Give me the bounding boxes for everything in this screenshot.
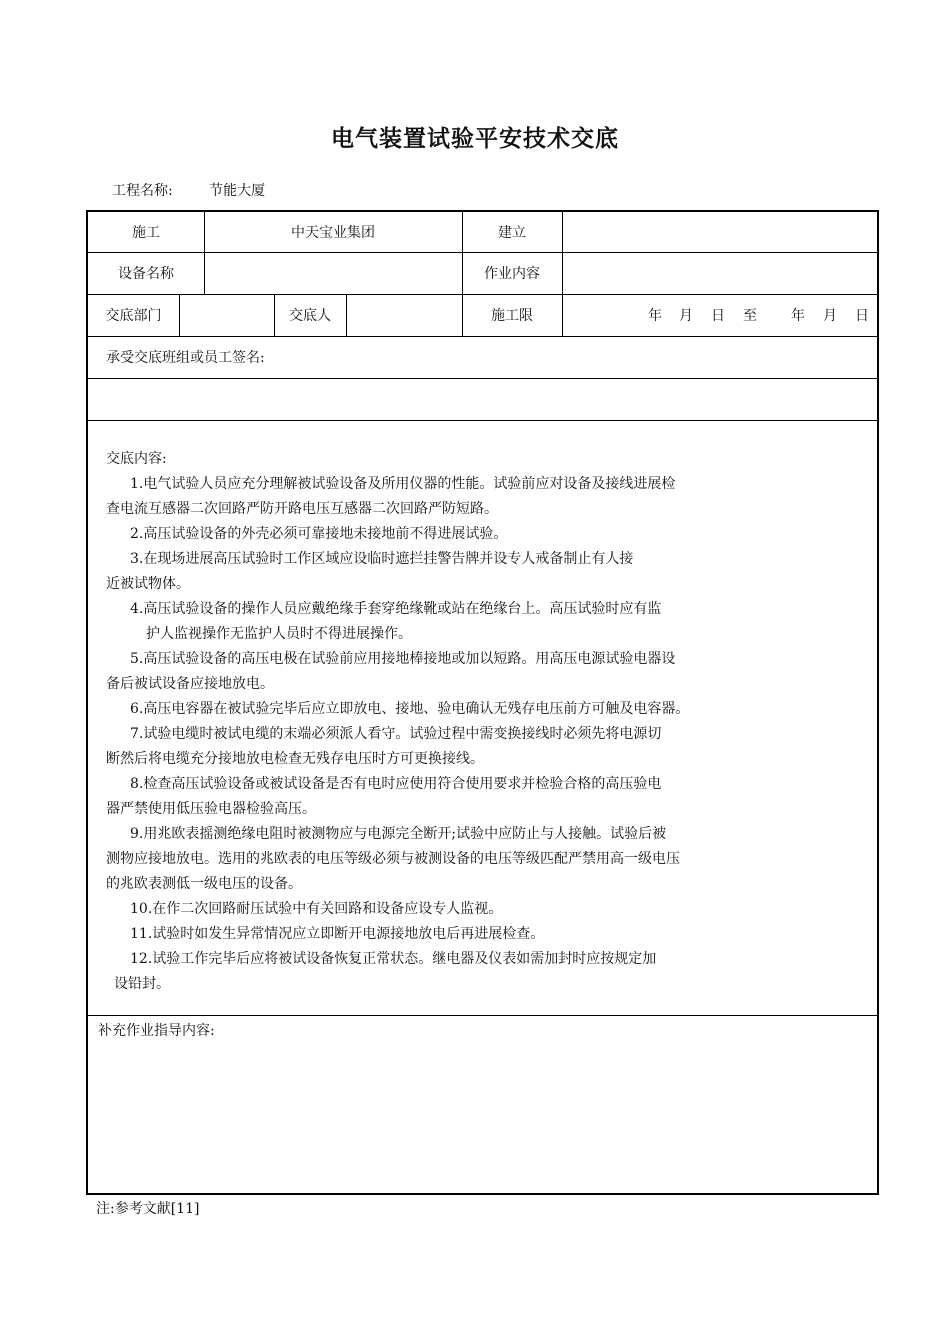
work-content-label: 作业内容 [484, 266, 540, 282]
row-divider [88, 378, 877, 379]
period-start-month: 月 [679, 308, 693, 324]
content-line: 11.试验时如发生异常情况应立即断开电源接地放电后再进展检查。 [130, 926, 545, 942]
content-line: 查电流互感器二次回路严防开路电压互感器二次回路严防短路。 [106, 501, 498, 517]
document-title: 电气装置试验平安技术交底 [331, 126, 619, 152]
content-line: 9.用兆欧表摇测绝缘电阻时被测物应与电源完全断开;试验中应防止与人接触。试验后被 [130, 826, 667, 842]
content-line: 设铅封。 [114, 976, 170, 992]
content-line: 12.试验工作完毕后应将被试设备恢复正常状态。继电器及仪表如需加封时应按规定加 [130, 951, 657, 967]
disclosure-content-label: 交底内容: [106, 451, 167, 467]
construct-value: 中天宝业集团 [291, 225, 375, 241]
disclosure-form-table [86, 210, 879, 1195]
footnote: 注:参考文献[11] [96, 1201, 200, 1217]
period-to: 至 [743, 308, 757, 324]
content-line: 4.高压试验设备的操作人员应戴绝缘手套穿绝缘靴或站在绝缘台上。高压试验时应有监 [130, 601, 662, 617]
construction-period-label: 施工限 [491, 308, 533, 324]
row-divider [88, 1015, 877, 1016]
supplementary-guidance-label: 补充作业指导内容: [98, 1023, 215, 1039]
discloser-label: 交底人 [289, 308, 331, 324]
work-content-value [562, 252, 877, 294]
content-line: 器严禁使用低压验电器检验高压。 [106, 801, 316, 817]
content-line: 10.在作二次回路耐压试验中有关回路和设备应设专人监视。 [130, 901, 503, 917]
project-name-value: 节能大厦 [209, 183, 266, 199]
content-line: 断然后将电缆充分接地放电检查无残存电压时方可更换接线。 [106, 751, 484, 767]
period-end-day: 日 [855, 308, 869, 324]
construction-period-value [562, 294, 877, 336]
period-end-month: 月 [823, 308, 837, 324]
content-line: 护人监视操作无监护人员时不得进展操作。 [146, 626, 412, 642]
period-end-year: 年 [791, 308, 805, 324]
period-start-day: 日 [711, 308, 725, 324]
content-line: 的兆欧表测低一级电压的设备。 [106, 876, 302, 892]
project-name-line [112, 180, 265, 200]
device-name-value [204, 252, 462, 294]
device-name-label: 设备名称 [118, 266, 174, 282]
content-line: 6.高压电容器在被试验完毕后应立即放电、接地、验电确认无残存电压前方可触及电容器。 [130, 701, 690, 717]
disclosure-dept-value [179, 294, 274, 336]
construct-label: 施工 [132, 225, 160, 241]
discloser-value [346, 294, 462, 336]
project-name-label: 工程名称: [112, 183, 173, 199]
content-line: 3.在现场进展高压试验时工作区域应设临时遮拦挂警告牌并设专人戒备制止有人接 [130, 551, 634, 567]
build-value [562, 212, 877, 252]
content-line: 备后被试设备应接地放电。 [106, 676, 274, 692]
content-line: 近被试物体。 [106, 576, 190, 592]
disclosure-dept-label: 交底部门 [105, 308, 162, 324]
period-start-year: 年 [648, 308, 662, 324]
signature-label: 承受交底班组或员工签名: [106, 350, 265, 366]
content-line: 2.高压试验设备的外壳必须可靠接地未接地前不得进展试验。 [130, 526, 508, 542]
content-line: 8.检查高压试验设备或被试设备是否有电时应使用符合使用要求并检验合格的高压验电 [130, 776, 662, 792]
content-line: 1.电气试验人员应充分理解被试验设备及所用仪器的性能。试验前应对设备及接线进展检 [130, 476, 676, 492]
build-label: 建立 [498, 225, 526, 241]
content-line: 测物应接地放电。选用的兆欧表的电压等级必须与被测设备的电压等级匹配严禁用高一级电压 [106, 851, 680, 867]
row-divider [88, 420, 877, 421]
content-line: 5.高压试验设备的高压电极在试验前应用接地棒接地或加以短路。用高压电源试验电器设 [130, 651, 676, 667]
content-line: 7.试验电缆时被试电缆的末端必须派人看守。试验过程中需变换接线时必须先将电源切 [130, 726, 662, 742]
